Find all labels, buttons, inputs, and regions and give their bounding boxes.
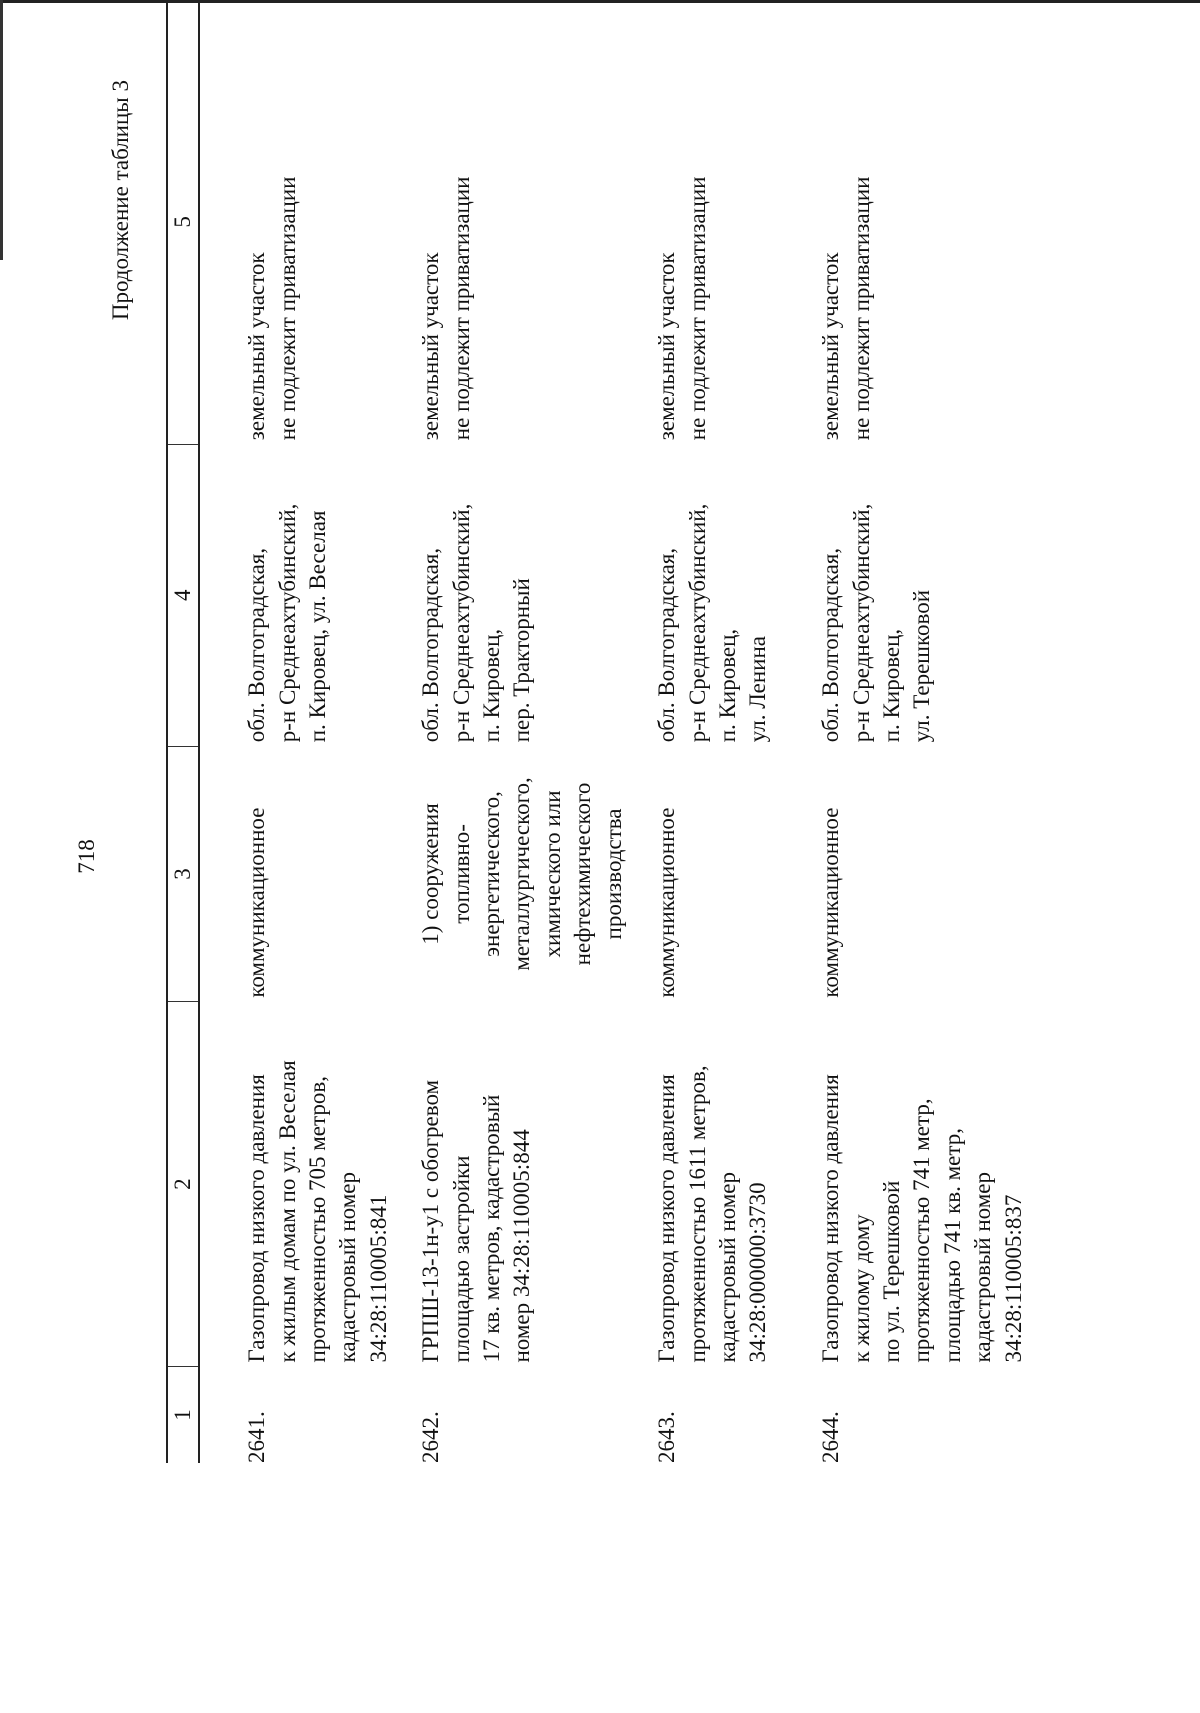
column-header-5: 5 (167, 0, 199, 444)
row-number: 2641. (244, 1411, 270, 1463)
column-header-1: 1 (167, 1367, 199, 1464)
row-number: 2644. (818, 1411, 844, 1463)
object-type: коммуникационное (818, 807, 844, 998)
object-note: земельный участок не подлежит приватизации (418, 176, 474, 441)
object-description: Газопровод низкого давления к жилым домам по ул. Веселая протяженностью 705 метров, кадастровый номер 34:28:110005:841 (244, 1060, 391, 1363)
table-row (199, 0, 414, 1463)
object-note: земельный участок не подлежит приватизации (244, 176, 300, 441)
object-address: обл. Волгоградская, р-н Среднеахтубинский, п. Кировец, ул. Ленина (654, 503, 771, 743)
table-row (814, 0, 1029, 1463)
table-row (414, 0, 650, 1463)
object-description: ГРПШ-13-1н-у1 с обогревом площадью застройки 17 кв. метров, кадастровый номер 34:28:110005:844 (418, 1079, 535, 1363)
row-number: 2642. (418, 1411, 444, 1463)
object-type: коммуникационное (244, 807, 270, 998)
object-description: Газопровод низкого давления к жилому дому по ул. Терешковой протяженностью 741 метр, площадью 741 кв. метр, кадастровый номер 34:28:110005:837 (818, 1074, 1026, 1363)
table-header-row (167, 0, 199, 1463)
object-description: Газопровод низкого давления протяженностью 1611 метров, кадастровый номер 34:28:000000:3730 (654, 1065, 771, 1363)
object-type: 1) сооружения топливно- энергетического, металлургического, химического или нефтехимического производства (418, 777, 626, 971)
object-note: земельный участок не подлежит приватизации (654, 176, 710, 441)
object-note: земельный участок не подлежит приватизации (818, 176, 874, 441)
column-header-4: 4 (167, 444, 199, 746)
row-number: 2643. (654, 1411, 680, 1463)
page-number: 718 (74, 839, 99, 874)
table-continuation-label: Продолжение таблицы 3 (108, 80, 133, 321)
object-address: обл. Волгоградская, р-н Среднеахтубинский, п. Кировец, ул. Веселая (244, 503, 331, 743)
object-type: коммуникационное (654, 807, 680, 998)
object-address: обл. Волгоградская, р-н Среднеахтубинский, п. Кировец, ул. Терешковой (818, 503, 935, 743)
column-header-3: 3 (167, 746, 199, 1001)
column-header-2: 2 (167, 1002, 199, 1367)
table-row (650, 0, 814, 1463)
property-table (166, 0, 1029, 1463)
object-address: обл. Волгоградская, р-н Среднеахтубинский, п. Кировец, пер. Тракторный (418, 503, 535, 743)
